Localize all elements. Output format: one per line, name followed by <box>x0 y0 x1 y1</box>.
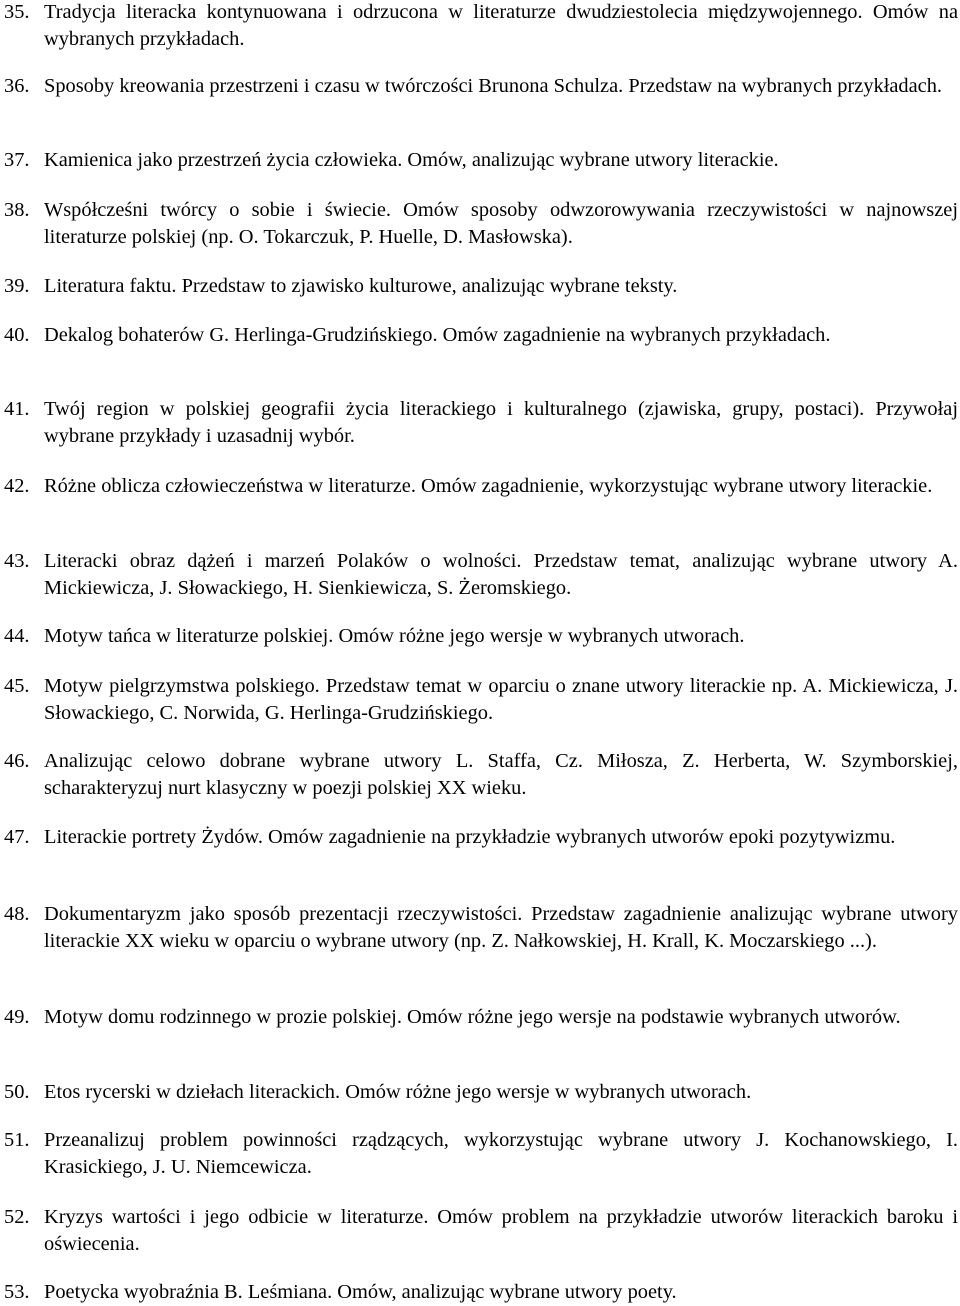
list-item <box>0 673 960 726</box>
list-item <box>0 623 960 650</box>
item-text: Dekalog bohaterów G. Herlinga-Grudzińskiego. Omów zagadnienie na wybranych przykładach. <box>44 324 831 346</box>
item-number: 36. <box>4 75 30 97</box>
item-number: 41. <box>4 398 30 420</box>
item-text: Współcześni twórcy o sobie i świecie. Omów sposoby odwzorowywania rzeczywistości w najnowszej literaturze polskiej (np. O. Tokarczuk, P. Huelle, D. Masłowska). <box>44 199 958 248</box>
item-text: Literatura faktu. Przedstaw to zjawisko kulturowe, analizując wybrane teksty. <box>44 275 678 297</box>
list-item <box>0 824 960 851</box>
item-text: Motyw tańca w literaturze polskiej. Omów różne jego wersje w wybranych utworach. <box>44 625 745 647</box>
item-text: Etos rycerski w dziełach literackich. Omów różne jego wersje w wybranych utworach. <box>44 1081 752 1103</box>
list-item <box>0 1204 960 1257</box>
list-item <box>0 548 960 601</box>
item-text: Twój region w polskiej geografii życia literackiego i kulturalnego (zjawiska, grupy, postaci). Przywołaj wybrane przykłady i uzasadnij wybór. <box>44 398 958 447</box>
item-text: Tradycja literacka kontynuowana i odrzucona w literaturze dwudziestolecia międzywojennego. Omów na wybranych przykładach. <box>44 1 958 50</box>
list-item <box>0 901 960 954</box>
list-item <box>0 73 960 100</box>
item-number: 45. <box>4 675 30 697</box>
list-item <box>0 147 960 174</box>
list-item <box>0 1004 960 1031</box>
item-text: Przeanalizuj problem powinności rządzących, wykorzystując wybrane utwory J. Kochanowskiego, I. Krasickiego, J. U. Niemcewicza. <box>44 1129 958 1178</box>
item-text: Motyw domu rodzinnego w prozie polskiej. Omów różne jego wersje na podstawie wybranych utworów. <box>44 1006 901 1028</box>
item-text: Kamienica jako przestrzeń życia człowieka. Omów, analizując wybrane utwory literackie. <box>44 149 779 171</box>
item-text: Analizując celowo dobrane wybrane utwory L. Staffa, Cz. Miłosza, Z. Herberta, W. Szymborskiej, scharakteryzuj nurt klasyczny w poezji polskiej XX wieku. <box>44 750 958 799</box>
item-number: 42. <box>4 475 30 497</box>
list-item <box>0 273 960 300</box>
item-number: 37. <box>4 149 30 171</box>
item-text: Różne oblicza człowieczeństwa w literaturze. Omów zagadnienie, wykorzystując wybrane utwory literackie. <box>44 475 933 497</box>
item-number: 43. <box>4 550 30 572</box>
item-number: 50. <box>4 1081 30 1103</box>
item-number: 39. <box>4 275 30 297</box>
list-item <box>0 1279 960 1306</box>
item-number: 47. <box>4 826 30 848</box>
item-number: 51. <box>4 1129 30 1151</box>
item-text: Sposoby kreowania przestrzeni i czasu w twórczości Brunona Schulza. Przedstaw na wybranych przykładach. <box>44 75 943 97</box>
item-number: 35. <box>4 1 30 23</box>
item-text: Literackie portrety Żydów. Omów zagadnienie na przykładzie wybranych utworów epoki pozytywizmu. <box>44 826 896 848</box>
item-text: Motyw pielgrzymstwa polskiego. Przedstaw temat w oparciu o znane utwory literackie np. A. Mickiewicza, J. Słowackiego, C. Norwida, G. Herlinga-Grudzińskiego. <box>44 675 958 724</box>
item-number: 44. <box>4 625 30 647</box>
list-item <box>0 396 960 449</box>
list-item <box>0 1127 960 1180</box>
item-text: Kryzys wartości i jego odbicie w literaturze. Omów problem na przykładzie utworów literackich baroku i oświecenia. <box>44 1206 958 1255</box>
item-number: 46. <box>4 750 30 772</box>
item-number: 52. <box>4 1206 30 1228</box>
item-number: 48. <box>4 903 30 925</box>
item-text: Poetycka wyobraźnia B. Leśmiana. Omów, analizując wybrane utwory poety. <box>44 1281 677 1303</box>
item-number: 38. <box>4 199 30 221</box>
list-item <box>0 473 960 500</box>
item-text: Dokumentaryzm jako sposób prezentacji rzeczywistości. Przedstaw zagadnienie analizując wybrane utwory literackie XX wieku w oparciu o wybrane utwory (np. Z. Nałkowskiej, H. Krall, K. Moczarskiego ...). <box>44 903 958 952</box>
list-item <box>0 748 960 801</box>
list-item <box>0 322 960 349</box>
list-item <box>0 0 960 52</box>
list-item <box>0 1079 960 1106</box>
item-text: Literacki obraz dążeń i marzeń Polaków o wolności. Przedstaw temat, analizując wybrane utwory A. Mickiewicza, J. Słowackiego, H. Sienkiewicza, S. Żeromskiego. <box>44 550 958 599</box>
list-item <box>0 197 960 250</box>
item-number: 53. <box>4 1281 30 1303</box>
item-number: 40. <box>4 324 30 346</box>
item-number: 49. <box>4 1006 30 1028</box>
